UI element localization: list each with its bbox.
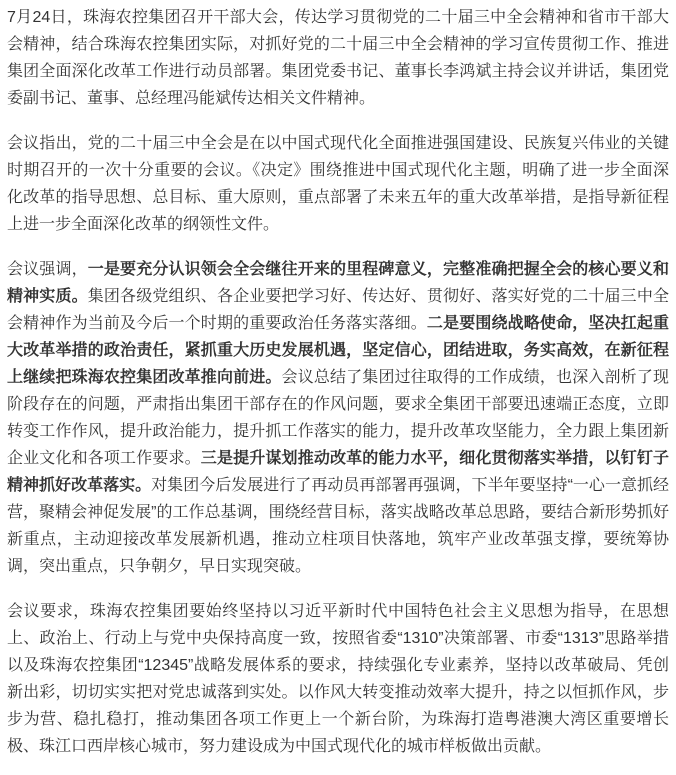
text-run: 会议强调，: [7, 261, 88, 278]
text-run: 7月24日，珠海农控集团召开干部大会，传达学习贯彻党的二十届三中全会精神和省市干部大会精神，结合珠海农控集团实际，对抓好党的二十届三中全会精神的学习宣传贯彻工作、推进集团全面深化改革工作进行动员部署。集团党委书记、董事长李鸿斌主持会议并讲话，集团党委副书记、董事、总经理冯能斌传达相关文件精神。: [7, 9, 669, 107]
text-run-bold-point-two: 二是要围绕战略使命，坚决扛起重大改革举措的政治责任，紧抓重大历史发展机遇，坚定信心，团结进取，务实高效，在新征程上继续把珠海农控集团改革推向前进。: [7, 315, 669, 386]
text-run: 对集团今后发展进行了再动员再部署再强调，下半年要坚持“一心一意抓经营，聚精会神促发展”的工作总基调，围绕经营目标，落实战略改革总思路，要结合新形势抓好新重点，主动迎接改革发展新机遇，推动立柱项目快落地，筑牢产业改革强支撑，要统筹协调，突出重点，只争朝夕，早日实现突破。: [7, 477, 669, 575]
text-run-bold-point-one: 一是要充分认识领会全会继往开来的里程碑意义，完整准确把握全会的核心要义和精神实质。: [7, 261, 669, 305]
paragraph-meeting-emphasized: [7, 256, 669, 580]
text-run: 会议要求，珠海农控集团要始终坚持以习近平新时代中国特色社会主义思想为指导，在思想上、政治上、行动上与党中央保持高度一致，按照省委“1310”决策部署、市委“1313”思路举措以及珠海农控集团“12345”战略发展体系的要求，持续强化专业素养，坚持以改革破局、凭创新出彩，切切实实把对党忠诚落到实处。以作风大转变推动效率大提升，持之以恒抓作风，步步为营、稳扎稳打，推动集团各项工作更上一个新台阶，为珠海打造粤港澳大湾区重要增长极、珠江口西岸核心城市，努力建设成为中国式现代化的城市样板做出贡献。: [7, 603, 669, 755]
paragraph-meeting-required: [7, 598, 669, 760]
text-run: 集团各级党组织、各企业要把学习好、传达好、贯彻好、落实好党的二十届三中全会精神作为当前及今后一个时期的重要政治任务落实落细。: [7, 288, 669, 332]
text-run: 会议指出，党的二十届三中全会是在以中国式现代化全面推进强国建设、民族复兴伟业的关键时期召开的一次十分重要的会议。《决定》围绕推进中国式现代化主题，明确了进一步全面深化改革的指导思想、总目标、重大原则，重点部署了未来五年的重大改革举措，是指导新征程上进一步全面深化改革的纲领性文件。: [7, 135, 669, 233]
text-run-bold-point-three: 三是提升谋划推动改革的能力水平，细化贯彻落实举措，以钉钉子精神抓好改革落实。: [7, 450, 669, 494]
text-run: 会议总结了集团过往取得的工作成绩，也深入剖析了现阶段存在的问题，严肃指出集团干部存在的作风问题，要求全集团干部要迅速端正态度，立即转变工作作风，提升政治能力，提升抓工作落实的能力，提升改革攻坚能力，全力跟上集团新企业文化和各项工作要求。: [7, 369, 669, 467]
paragraph-meeting-overview: [7, 4, 669, 112]
paragraph-meeting-pointed-out: [7, 130, 669, 238]
